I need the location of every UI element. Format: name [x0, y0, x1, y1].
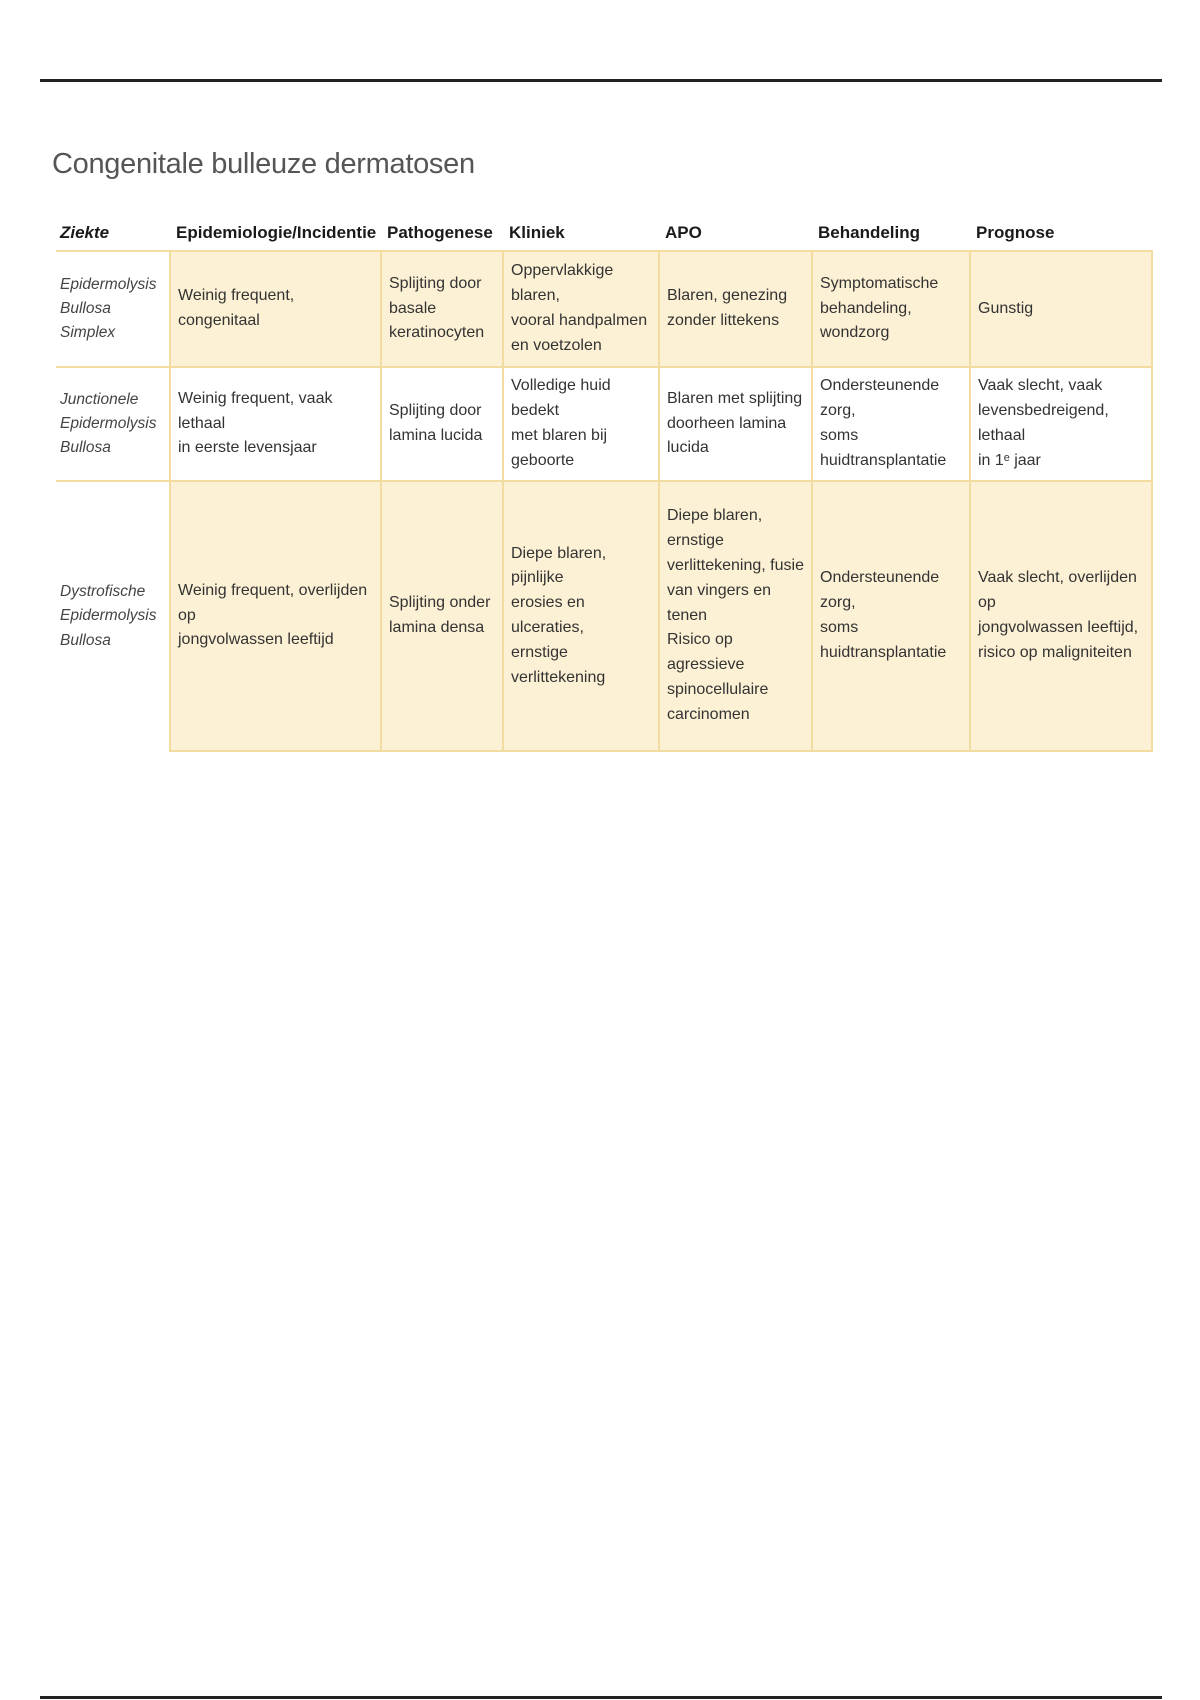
top-divider	[40, 79, 1162, 82]
column-header-behandeling: Behandeling	[818, 222, 921, 242]
column-header-kliniek: Kliniek	[509, 222, 565, 242]
dermatoses-table	[56, 214, 1153, 752]
table-cell-pathogenese: Splijting onder lamina densa	[381, 481, 503, 751]
table-cell-epidemiologie: Weinig frequent, congenitaal	[170, 251, 381, 367]
table-cell-pathogenese: Splijting door lamina lucida	[381, 367, 503, 481]
column-header-ziekte: Ziekte	[60, 222, 110, 242]
table-header-row	[56, 214, 1152, 251]
table-cell-prognose: Vaak slecht, overlijden op jongvolwassen leeftijd, risico op maligniteiten	[970, 481, 1152, 751]
column-header-apo: APO	[665, 222, 702, 242]
row-header-disease: Epidermolysis Bullosa Simplex	[56, 251, 170, 367]
column-header-epidemiologie: Epidemiologie/Incidentie	[176, 222, 377, 242]
table-cell-behandeling: Ondersteunende zorg, soms huidtransplantatie	[812, 367, 970, 481]
table-cell-behandeling: Symptomatische behandeling, wondzorg	[812, 251, 970, 367]
table-cell-epidemiologie: Weinig frequent, vaak lethaal in eerste levensjaar	[170, 367, 381, 481]
table-cell-kliniek: Diepe blaren, pijnlijke erosies en ulceraties, ernstige verlittekening	[503, 481, 659, 751]
table-row	[56, 481, 1152, 751]
table-cell-epidemiologie: Weinig frequent, overlijden op jongvolwassen leeftijd	[170, 481, 381, 751]
table-cell-kliniek: Volledige huid bedekt met blaren bij geboorte	[503, 367, 659, 481]
table-cell-apo: Blaren, genezing zonder littekens	[659, 251, 812, 367]
bottom-divider	[40, 1696, 1162, 1699]
table-row	[56, 367, 1152, 481]
table-cell-prognose: Gunstig	[970, 251, 1152, 367]
column-header-pathogenese: Pathogenese	[387, 222, 493, 242]
table-cell-behandeling: Ondersteunende zorg, soms huidtransplantatie	[812, 481, 970, 751]
row-header-disease: Junctionele Epidermolysis Bullosa	[56, 367, 170, 481]
table-cell-kliniek: Oppervlakkige blaren, vooral handpalmen en voetzolen	[503, 251, 659, 367]
column-header-prognose: Prognose	[976, 222, 1055, 242]
row-header-disease: Dystrofische Epidermolysis Bullosa	[56, 481, 170, 751]
table-cell-prognose: Vaak slecht, vaak levensbedreigend, lethaal in 1ᵉ jaar	[970, 367, 1152, 481]
table-row	[56, 251, 1152, 367]
table-cell-apo: Diepe blaren, ernstige verlittekening, fusie van vingers en tenen Risico op agressieve spinocellulaire carcinomen	[659, 481, 812, 751]
table-cell-apo: Blaren met splijting doorheen lamina lucida	[659, 367, 812, 481]
table-cell-pathogenese: Splijting door basale keratinocyten	[381, 251, 503, 367]
page-title: Congenitale bulleuze dermatosen	[52, 148, 475, 180]
